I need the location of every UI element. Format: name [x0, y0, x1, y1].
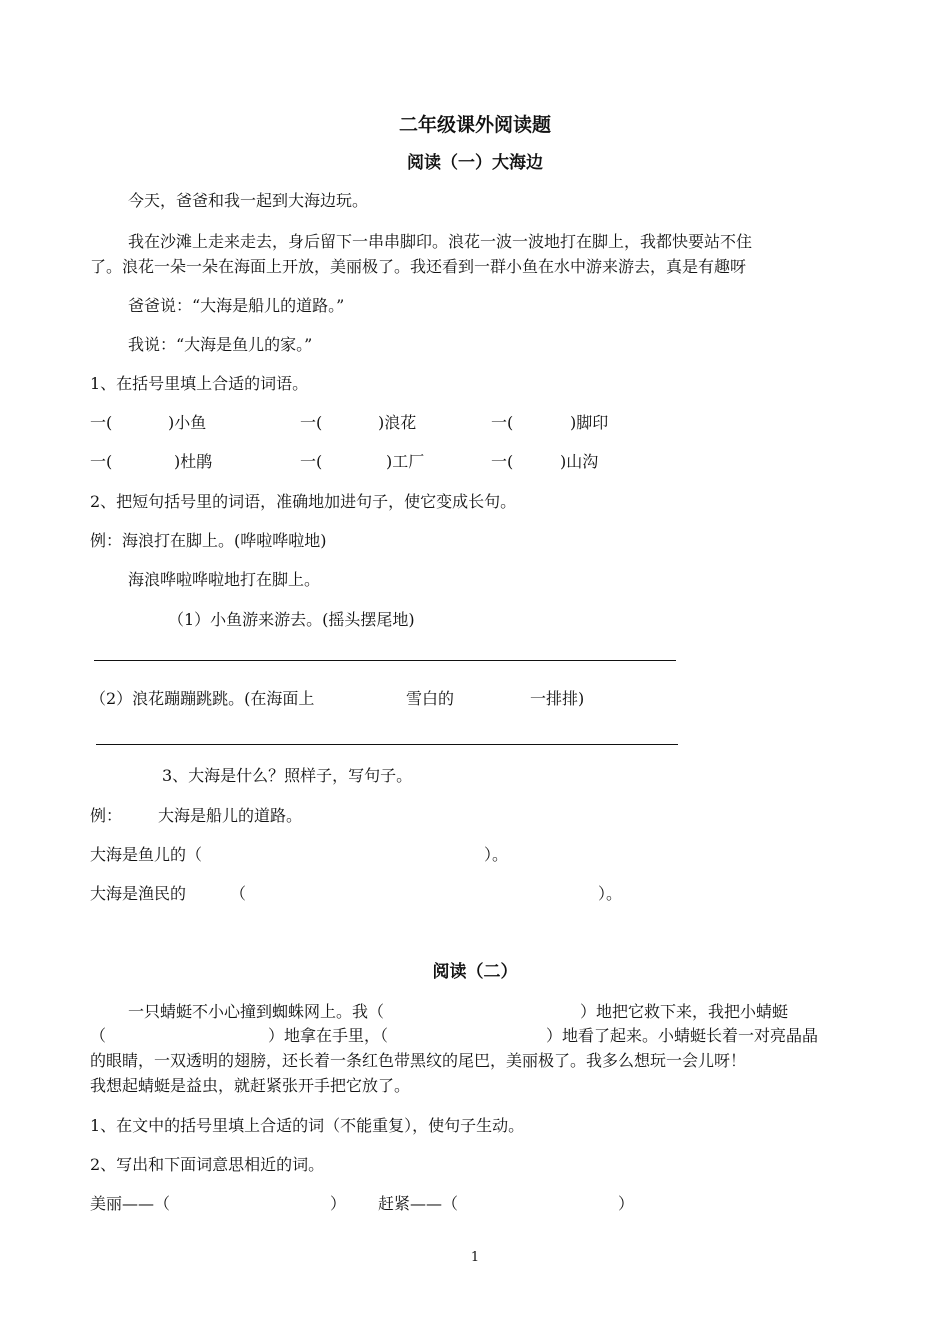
reading1-paragraph: 了。浪花一朵一朵在海面上开放，美丽极了。我还看到一群小鱼在水中游来游去，真是有趣呀	[90, 257, 747, 276]
synonym-1-close: ）	[330, 1194, 347, 1213]
question-3-example-text: 大海是船儿的道路。	[158, 806, 303, 825]
answer-line	[94, 660, 676, 661]
synonym-1: 美丽——（	[90, 1194, 171, 1213]
fill-blank-close: )脚印	[570, 413, 609, 432]
reading1-paragraph: 爸爸说：“大海是船儿的道路。”	[128, 296, 345, 315]
question-3-example-label: 例：	[90, 806, 123, 825]
reading2-paragraph: 一只蜻蜓不小心撞到蜘蛛网上。我（	[128, 1002, 385, 1021]
reading2-paragraph: ）地把它救下来，我把小蜻蜓	[580, 1002, 789, 1021]
fill-blank-open: 一(	[491, 413, 514, 432]
question-3-prompt: 3、大海是什么？照样子，写句子。	[162, 766, 413, 785]
fill-blank-open: 一(	[90, 452, 113, 471]
fill-blank-close: )山沟	[560, 452, 599, 471]
reading2-paragraph: 的眼睛，一双透明的翅膀，还长着一条红色带黑纹的尾巴，美丽极了。我多么想玩一会儿呀！	[90, 1051, 747, 1070]
fill-blank-close: )小鱼	[168, 413, 207, 432]
question-3-line-2-open: （	[230, 884, 247, 903]
fill-blank-close: )工厂	[386, 452, 425, 471]
fill-blank-open: 一(	[90, 413, 113, 432]
reading2-heading: 阅读（二）	[432, 962, 518, 982]
question-3-line-1-close: ）。	[484, 845, 509, 864]
synonym-2: 赶紧——（	[378, 1194, 459, 1213]
reading2-question-1: 1、在文中的括号里填上合适的词（不能重复），使句子生动。	[90, 1116, 525, 1135]
reading1-paragraph: 我在沙滩上走来走去，身后留下一串串脚印。浪花一波一波地打在脚上，我都快要站不住	[128, 232, 753, 251]
fill-blank-close: )杜鹃	[174, 452, 213, 471]
question-2-example-answer: 海浪哗啦哗啦地打在脚上。	[128, 570, 321, 589]
question-1-prompt: 1、在括号里填上合适的词语。	[90, 374, 309, 393]
question-2-prompt: 2、把短句括号里的词语，准确地加进句子，使它变成长句。	[90, 492, 517, 511]
reading1-paragraph: 今天，爸爸和我一起到大海边玩。	[128, 191, 369, 210]
fill-blank-open: 一(	[491, 452, 514, 471]
question-2-example: 例：海浪打在脚上。(哗啦哗啦地)	[90, 531, 327, 550]
reading1-paragraph: 我说：“大海是鱼儿的家。”	[128, 335, 313, 354]
question-2-item-2-word: 一排排)	[530, 689, 585, 708]
question-2-item-2-word: 雪白的	[406, 689, 455, 708]
synonym-2-close: ）	[618, 1194, 635, 1213]
question-2-item-2: （2）浪花蹦蹦跳跳。(在海面上	[90, 689, 315, 708]
answer-line	[96, 744, 678, 745]
reading2-paragraph: （	[90, 1026, 107, 1045]
reading2-question-2: 2、写出和下面词意思相近的词。	[90, 1155, 325, 1174]
reading2-paragraph: ）地拿在手里，（	[268, 1026, 389, 1045]
fill-blank-close: )浪花	[378, 413, 417, 432]
reading1-heading: 阅读（一）大海边	[407, 153, 543, 173]
page-title: 二年级课外阅读题	[398, 114, 551, 136]
question-3-line-1: 大海是鱼儿的（	[90, 845, 203, 864]
question-3-line-2: 大海是渔民的	[90, 884, 187, 903]
fill-blank-open: 一(	[300, 452, 323, 471]
page-number: 1	[470, 1250, 480, 1265]
question-2-item-1: （1）小鱼游来游去。(摇头摆尾地)	[168, 610, 415, 629]
fill-blank-open: 一(	[300, 413, 323, 432]
reading2-paragraph: 我想起蜻蜓是益虫，就赶紧张开手把它放了。	[90, 1076, 411, 1095]
reading2-paragraph: ）地看了起来。小蜻蜓长着一对亮晶晶	[546, 1026, 819, 1045]
question-3-line-2-close: ）。	[598, 884, 623, 903]
